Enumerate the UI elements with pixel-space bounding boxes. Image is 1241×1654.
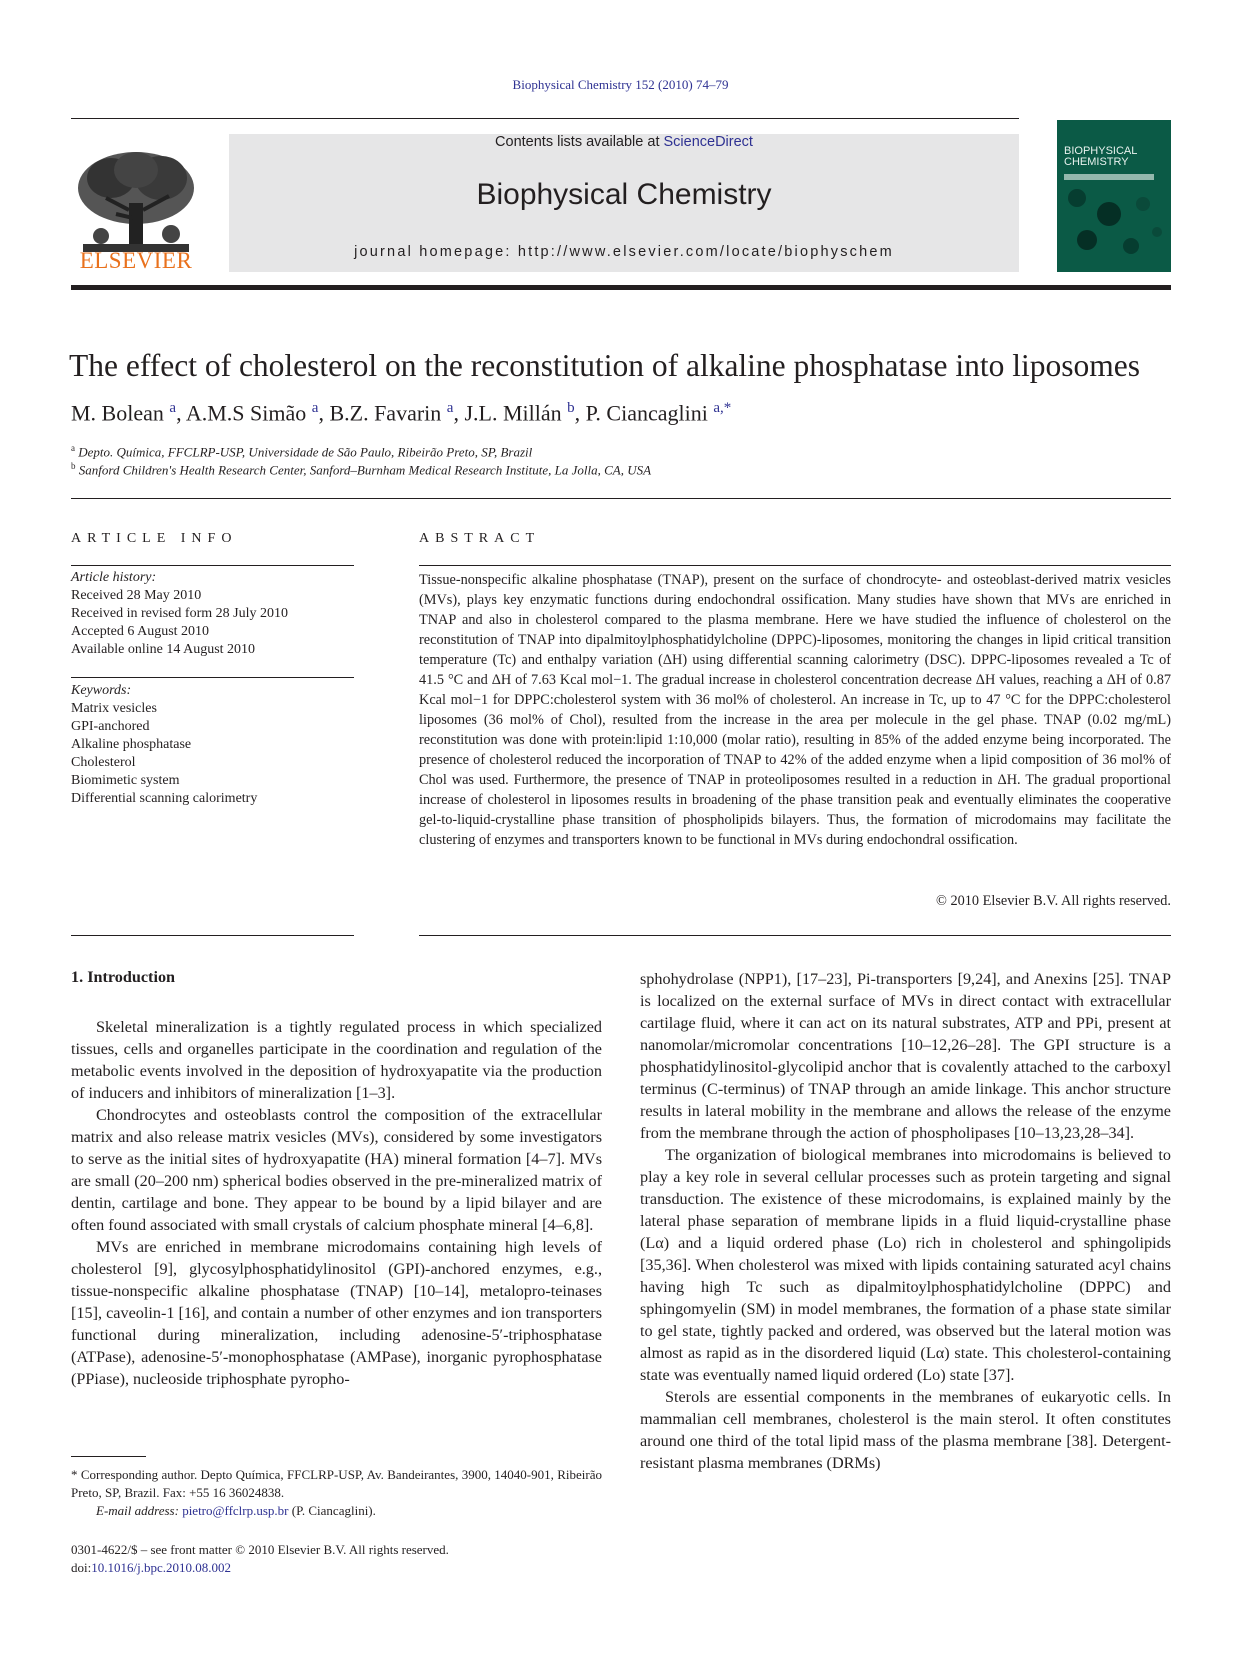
- author-name: A.M.S Simão: [185, 400, 307, 426]
- contents-line: [229, 134, 1019, 150]
- body-column-right: [640, 968, 1171, 1474]
- email-suffix: (P. Ciancaglini).: [288, 1503, 376, 1518]
- author-separator: ,: [574, 400, 586, 426]
- footnote-text: * Corresponding author. Depto Química, FFCLRP-USP, Av. Bandeirantes, 3900, 14040-901, Ribeirão Preto, SP, Brazil. Fax: +55 16 36024838.: [71, 1467, 602, 1500]
- contents-prefix: Contents lists available at: [495, 134, 664, 150]
- footnote-rule: [71, 1456, 146, 1457]
- affiliation-b: [71, 461, 1171, 478]
- author-affiliation-link[interactable]: b: [567, 400, 575, 416]
- author-affiliation-link[interactable]: a: [311, 400, 319, 416]
- email-line: [71, 1502, 602, 1520]
- abstract-rule: [419, 935, 1171, 936]
- journal-cover-thumbnail: [1057, 120, 1171, 272]
- author-name: P. Ciancaglini: [585, 400, 708, 426]
- history-item: Received 28 May 2010: [71, 588, 202, 603]
- body-column-left: [71, 1016, 602, 1390]
- body-paragraph: MVs are enriched in membrane microdomains containing high levels of cholesterol [9], glycosylphosphatidylinositol (GPI)-anchored enzymes, e.g., tissue-nonspecific alkaline phosphatase (TNAP) [10–14], metalopro-teinases [15], caveolin-1 [16], and contain a number of other enzymes and ion transporters functional during mineralization, including adenosine-5′-triphosphatase (ATPase), adenosine-5′-monophosphatase (AMPase), inorganic pyrophosphatase (PPiase), nucleoside triphosphate pyropho-: [71, 1238, 602, 1388]
- body-paragraph: Chondrocytes and osteoblasts control the composition of the extracellular matrix and also release matrix vesicles (MVs), considered by some investigators to serve as the initial sites of hydroxyapatite (HA) mineral formation [4–7]. MVs are small (20–200 nm) spherical bodies observed in the pre-mineralized matrix of dentin, cartilage and bone. They appear to be bound by a lipid bilayer and are often found associated with small crystals of calcium phosphate mineral [4–6,8].: [71, 1106, 602, 1234]
- keyword-item: Cholesterol: [71, 755, 136, 770]
- article-info-rule: [71, 677, 354, 678]
- body-paragraph: sphohydrolase (NPP1), [17–23], Pi-transporters [9,24], and Anexins [25]. TNAP is localized on the external surface of MVs in direct contact with extracellular cartilage fluid, where it can act on its natural substrates, ATP and PPi, present at nanomolar/micromolar concentrations [10–12,26–28]. The GPI structure is a phosphatidylinositol-glycolipid anchor that is covalently attached to the carboxyl terminus (C-terminus) of TNAP through an amide linkage. This anchor structure results in lateral mobility in the membrane and allows the release of the enzyme from the membrane through the action of phospholipases [10–13,23,28–34].: [640, 970, 1171, 1142]
- keyword-item: Biomimetic system: [71, 773, 180, 788]
- doi-line: [71, 1559, 671, 1577]
- doi-label: doi:: [71, 1560, 92, 1575]
- cover-band: [1064, 174, 1154, 180]
- history-item: Received in revised form 28 July 2010: [71, 606, 288, 621]
- keywords: [71, 682, 354, 808]
- body-paragraph: Skeletal mineralization is a tightly regulated process in which specialized tissues, cells and organelles participate in the coordination and regulation of the metabolic events involved in the deposition of hydroxyapatite via the production of inducers and inhibitors of mineralization [1–3].: [71, 1018, 602, 1102]
- section-divider: [71, 498, 1171, 499]
- keywords-label: Keywords:: [71, 683, 132, 698]
- affiliation-marker: b: [71, 461, 76, 471]
- journal-reference-link[interactable]: Biophysical Chemistry 152 (2010) 74–79: [512, 77, 729, 92]
- article-info-rule: [71, 565, 354, 566]
- article-info-rule: [71, 935, 354, 936]
- header-bottom-rule: [71, 285, 1171, 290]
- header-top-rule: [71, 118, 1019, 119]
- article-info-heading: ARTICLE INFO: [71, 531, 238, 546]
- corresponding-author-footnote: [71, 1466, 602, 1520]
- abstract-rule: [419, 565, 1171, 566]
- front-matter: [71, 1541, 671, 1577]
- email-link[interactable]: pietro@ffclrp.usp.br: [182, 1503, 289, 1518]
- history-label: Article history:: [71, 570, 157, 585]
- section-heading-introduction: 1. Introduction: [71, 968, 176, 986]
- journal-name: Biophysical Chemistry: [476, 178, 772, 211]
- affiliation-text: Sanford Children's Health Research Center, Sanford–Burnham Medical Research Institute, La Jolla, CA, USA: [78, 462, 652, 478]
- keyword-item: Matrix vesicles: [71, 701, 157, 716]
- affiliation-text: Depto. Química, FFCLRP-USP, Universidade de São Paulo, Ribeirão Preto, SP, Brazil: [78, 444, 533, 460]
- history-item: Accepted 6 August 2010: [71, 624, 210, 639]
- keyword-item: GPI-anchored: [71, 719, 150, 734]
- abstract-heading: ABSTRACT: [419, 531, 541, 546]
- author-name: B.Z. Favarin: [329, 400, 442, 426]
- sciencedirect-link[interactable]: ScienceDirect: [663, 134, 753, 150]
- article-history: [71, 569, 354, 659]
- author-name: M. Bolean: [71, 400, 164, 426]
- author-separator: ,: [318, 400, 330, 426]
- abstract-copyright: © 2010 Elsevier B.V. All rights reserved.: [936, 893, 1171, 909]
- keyword-item: Alkaline phosphatase: [71, 737, 192, 752]
- article-title: The effect of cholesterol on the reconstitution of alkaline phosphatase into liposomes: [69, 348, 1140, 383]
- email-label: E-mail address:: [96, 1503, 183, 1518]
- author-separator: ,: [176, 400, 186, 426]
- abstract-text: Tissue-nonspecific alkaline phosphatase (TNAP), present on the surface of chondrocyte- and osteoblast-derived matrix vesicles (MVs), plays key enzymatic functions during endochondral ossification. Many studies have shown that MVs are enriched in TNAP and also in cholesterol compared to the plasma membrane. Here we have studied the influence of cholesterol on the reconstitution of TNAP into dipalmitoylphosphatidylcholine (DPPC)-liposomes, monitoring the changes in lipid critical transition temperature (Tc) and enthalpy variation (ΔH) using differential scanning calorimetry (DSC). DPPC-liposomes revealed a Tc of 41.5 °C and ΔH of 7.63 Kcal mol−1. The gradual increase in cholesterol concentration decrease ΔH values, reaching a ΔH of 0.87 Kcal mol−1 for DPPC:cholesterol system with 36 mol% of cholesterol. An increase in Tc, up to 47 °C for the DPPC:cholesterol liposomes (36 mol% of Chol), resulted from the increase in the area per molecule in the gel phase. TNAP (0.02 mg/mL) reconstitution was done with protein:lipid 1:10,000 (molar ratio), resulting in 85% of the added enzyme being incorporated. The presence of cholesterol reduced the incorporation of TNAP to 42% of the added enzyme when a lipid composition of 36 mol% of Chol was used. Furthermore, the presence of TNAP in proteoliposomes resulted in a reduction in ΔH. The gradual proportional increase of cholesterol in liposomes results in broadening of the phase transition peak and eventually eliminates the cooperative gel-to-liquid-crystalline phase transition of phospholipids bilayers. Thus, the formation of microdomains may facilitate the clustering of enzymes and transporters known to be functional in MVs during endochondral ossification.: [419, 572, 1171, 848]
- author-separator: ,: [453, 400, 465, 426]
- author-list: [71, 400, 1171, 426]
- doi-link[interactable]: 10.1016/j.bpc.2010.08.002: [91, 1560, 231, 1575]
- author-affiliation-link[interactable]: a: [169, 400, 177, 416]
- author-affiliation-link[interactable]: a: [446, 400, 454, 416]
- body-paragraph: Sterols are essential components in the membranes of eukaryotic cells. In mammalian cell membranes, cholesterol is the main sterol. It often constitutes around one third of the total lipid mass of the plasma membrane [38]. Detergent-resistant plasma membranes (DRMs): [640, 1388, 1171, 1472]
- affiliation-a: [71, 443, 1171, 460]
- journal-homepage[interactable]: journal homepage: http://www.elsevier.com/locate/biophyschem: [354, 244, 894, 260]
- history-item: Available online 14 August 2010: [71, 642, 256, 657]
- elsevier-wordmark: ELSEVIER: [79, 248, 193, 273]
- issn-line: 0301-4622/$ – see front matter © 2010 Elsevier B.V. All rights reserved.: [71, 1542, 449, 1557]
- author-affiliation-link[interactable]: a,*: [713, 400, 732, 416]
- affiliation-marker: a: [71, 443, 75, 453]
- cover-spheres-image: [1057, 184, 1171, 272]
- keyword-item: Differential scanning calorimetry: [71, 791, 258, 806]
- cover-title: BIOPHYSICAL CHEMISTRY: [1064, 145, 1137, 168]
- body-paragraph: The organization of biological membranes into microdomains is believed to play a key role in several cellular processes such as protein targeting and signal transduction. The existence of these microdomains, is explained mainly by the lateral phase separation of membrane lipids in a fluid liquid-crystalline phase (Lα) and a liquid ordered phase (Lo) rich in cholesterol and sphingolipids [35,36]. When cholesterol was mixed with lipids containing saturated acyl chains having high Tc such as dipalmitoylphosphatidylcholine (DPPC) and sphingomyelin (SM) in model membranes, the formation of a phase state similar to gel state, tightly packed and ordered, was observed but the lateral motion was almost as rapid as in the disordered liquid (Lα) state. This cholesterol-containing state was eventually named liquid ordered (Lo) state [37].: [640, 1146, 1171, 1384]
- author-name: J.L. Millán: [464, 400, 562, 426]
